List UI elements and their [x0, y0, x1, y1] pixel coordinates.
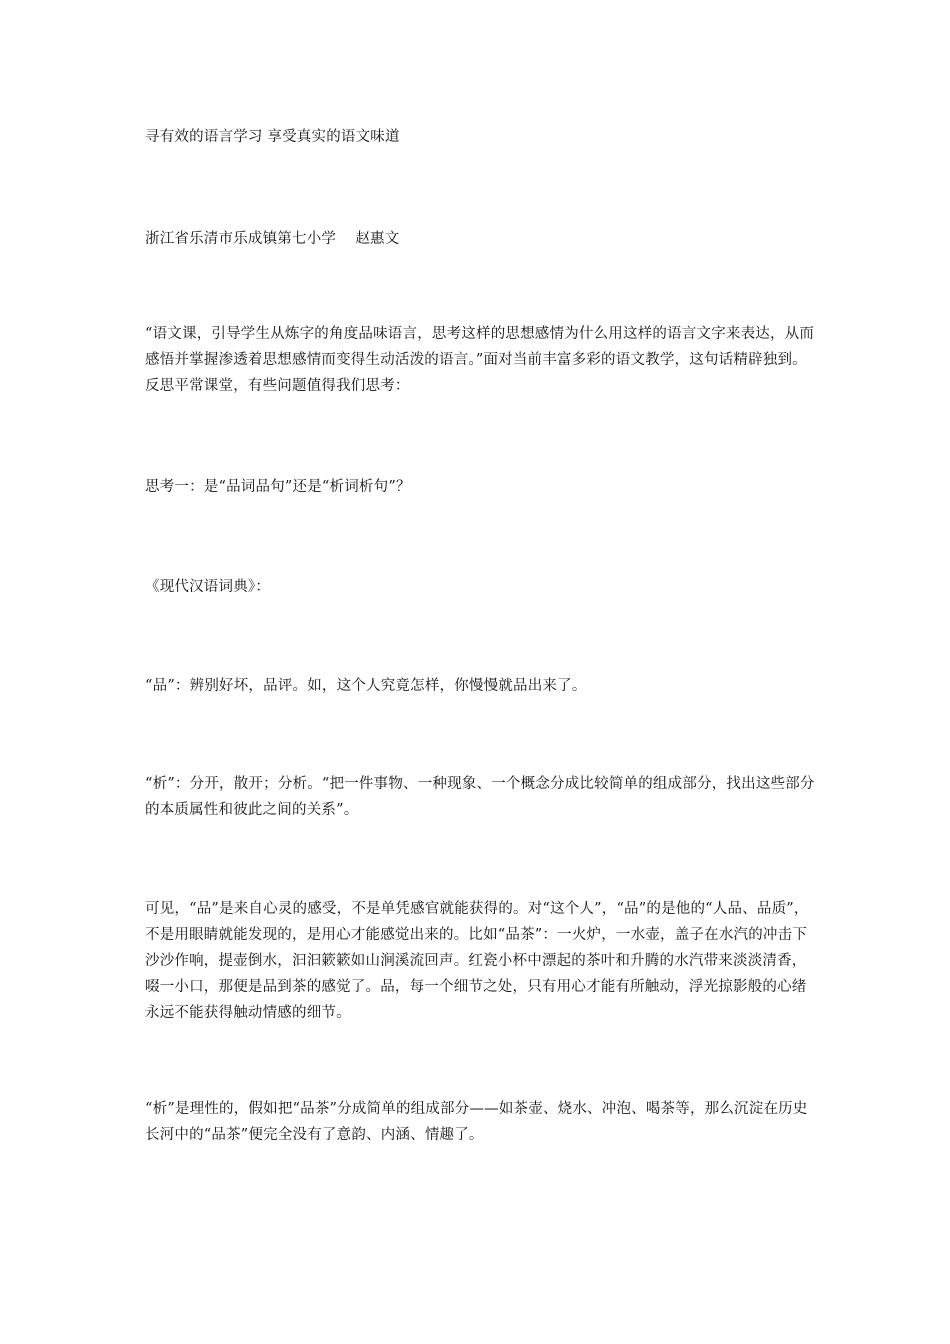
- question-one-heading: 思考一：是“品词品句”还是“析词析句”？: [145, 479, 411, 495]
- keji-paragraph: 可见，“品”是来自心灵的感受，不是单凭感官就能获得的。对“这个人”，“品”的是他的“人品、品质”，不是用眼睛就能发现的，是用心才能感觉出来的。比如“品茶”：一火炉，一水壶，盖子在水汽的冲击下沙沙作响，提壶倒水，汩汩簌簌如山涧溪流回声。红瓷小杯中漂起的茶叶和升腾的水汽带来淡淡清香，啜一小口，那便是品到茶的感觉了。品，每一个细节之处，只有用心才能有所触动，浮光掠影般的心绪永远不能获得触动情感的细节。: [145, 901, 809, 1021]
- pin-definition-paragraph: “品”：辨别好坏，品评。如，这个人究竟怎样，你慢慢就品出来了。: [145, 678, 587, 694]
- intro-paragraph: “语文课，引导学生从炼字的角度品味语言，思考这样的思想感情为什么用这样的语言文字来表达，从而感悟并掌握渗透着思想感情而变得生动活泼的语言。”面对当前丰富多彩的语文教学，这句话精辟独到。反思平常课堂，有些问题值得我们思考：: [145, 326, 815, 394]
- author-line: 浙江省乐清市乐成镇第七小学 赵惠文: [145, 231, 400, 247]
- dictionary-reference: 《现代汉语词典》：: [145, 579, 271, 595]
- xi-definition-paragraph: “析”：分开，散开；分析。“把一件事物、一种现象、一个概念分成比较简单的组成部分，找出这些部分的本质属性和彼此之间的关系”。: [145, 776, 815, 818]
- xi-rational-paragraph: “析”是理性的，假如把“品茶”分成简单的组成部分——如茶壶、烧水、冲泡、喝茶等，那么沉淀在历史长河中的“品茶”便完全没有了意韵、内涵、情趣了。: [145, 1101, 808, 1143]
- document-title: 寻有效的语言学习 享受真实的语文味道: [145, 129, 400, 145]
